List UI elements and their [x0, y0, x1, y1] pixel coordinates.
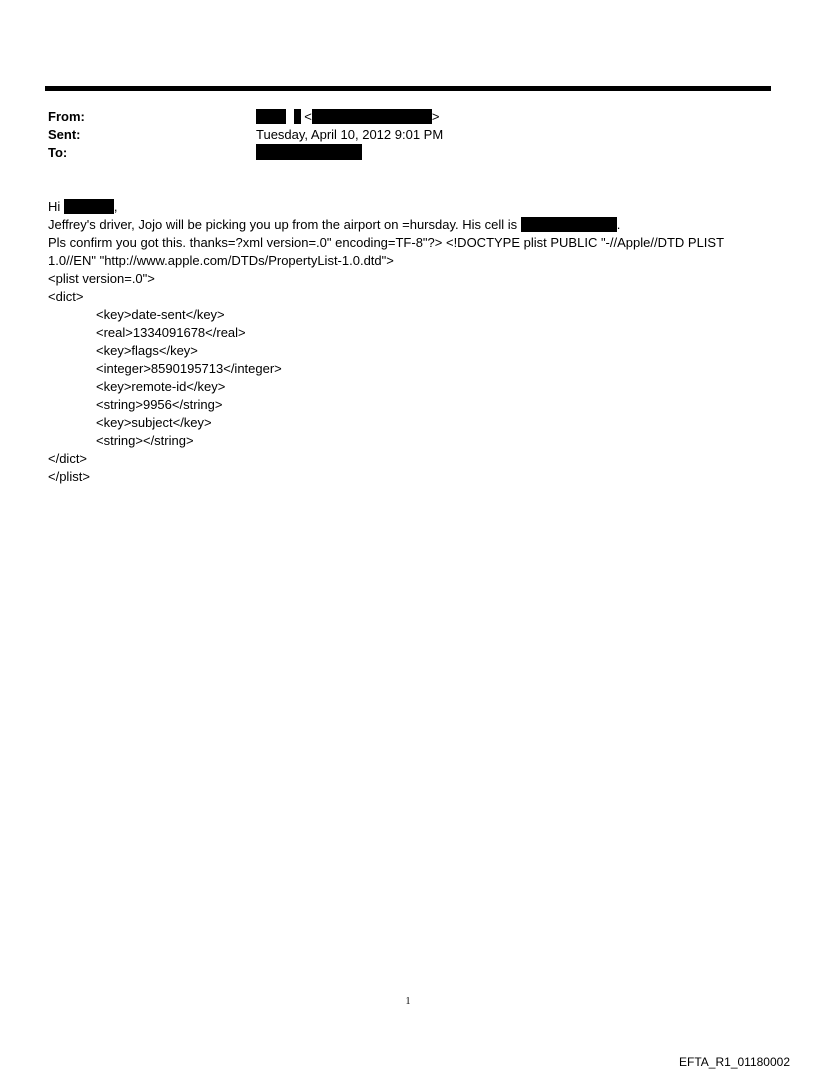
dict-entry-line: <integer>8590195713</integer> [96, 361, 282, 376]
driver-text: Jeffrey's driver, Jojo will be picking you up from the airport on =hursday. His cell is [48, 217, 518, 232]
dict-entry-line: <string></string> [96, 433, 194, 448]
plist-open-line: <plist version=.0"> [48, 271, 155, 286]
plist-close-line: </plist> [48, 469, 90, 484]
dict-entry-line: <string>9956</string> [96, 397, 223, 412]
dict-entry-line: <key>date-sent</key> [96, 307, 225, 322]
dtd-line: 1.0//EN" "http://www.apple.com/DTDs/PropertyList-1.0.dtd"> [48, 253, 394, 268]
dict-open-line: <dict> [48, 289, 84, 304]
page-number: 1 [405, 996, 411, 1007]
redaction-block [294, 109, 301, 124]
driver-line [48, 216, 768, 234]
redaction-block [312, 109, 432, 124]
greeting-hi: Hi [48, 199, 61, 214]
redaction-block [521, 217, 617, 232]
dict-entry-line: <key>subject</key> [96, 415, 212, 430]
redaction-block [256, 144, 362, 160]
sent-label: Sent: [48, 127, 81, 142]
to-label: To: [48, 145, 68, 160]
redaction-block [256, 109, 286, 124]
bates-number: EFTA_R1_01180002 [679, 1055, 790, 1069]
driver-line-end: . [616, 217, 621, 232]
greeting-line [48, 198, 768, 216]
dict-entry-line: <key>flags</key> [96, 343, 198, 358]
to-value [256, 144, 362, 162]
from-angle-open: < [304, 109, 312, 124]
from-value [256, 108, 439, 126]
redaction-block [64, 199, 114, 214]
email-body [48, 198, 768, 486]
from-angle-close: > [431, 109, 440, 124]
dict-close-line: </dict> [48, 451, 88, 466]
greeting-comma: , [113, 199, 118, 214]
dict-entry-line: <real>1334091678</real> [96, 325, 246, 340]
sent-value: Tuesday, April 10, 2012 9:01 PM [256, 127, 444, 142]
confirm-line: Pls confirm you got this. thanks=?xml version=.0" encoding=TF-8"?> <!DOCTYPE plist PUBLIC "-//Apple//DTD PLIST [48, 235, 725, 250]
header-rule [45, 86, 771, 91]
from-label: From: [48, 109, 85, 124]
dict-entry-line: <key>remote-id</key> [96, 379, 226, 394]
